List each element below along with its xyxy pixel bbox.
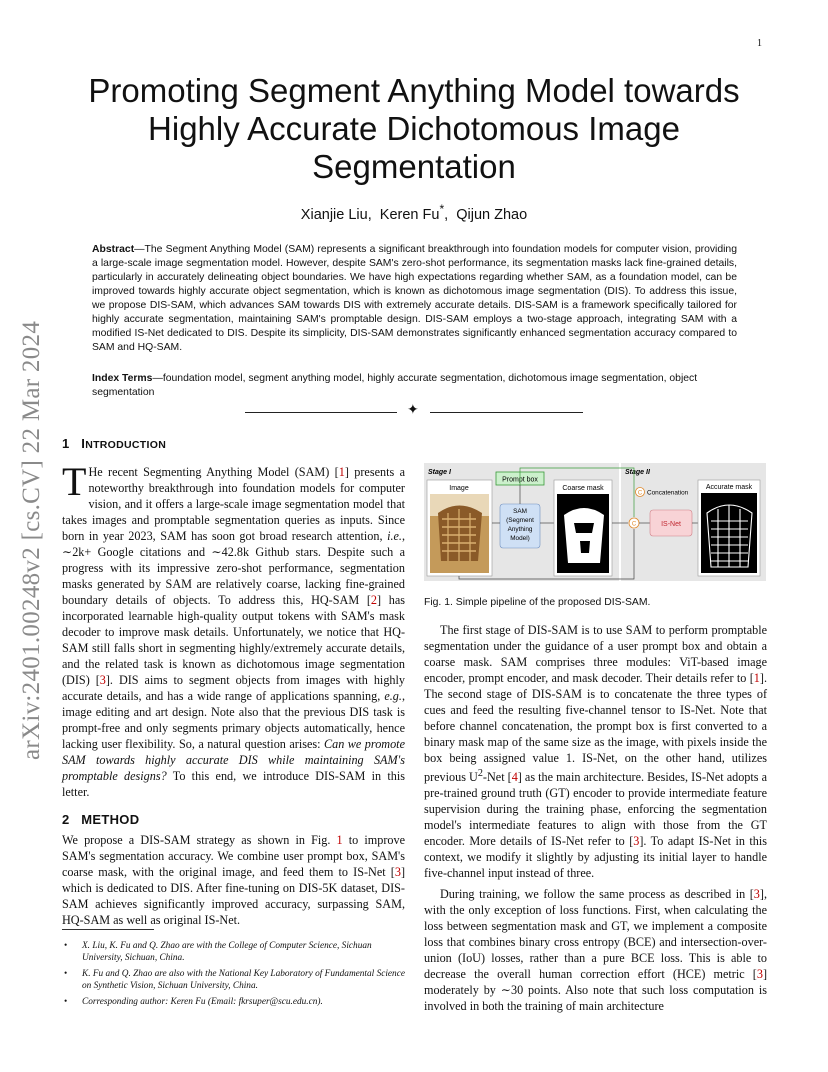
footnote-rule bbox=[62, 929, 154, 930]
intro-paragraph bbox=[62, 459, 406, 800]
concat-node-symbol: C bbox=[631, 521, 637, 528]
method-paragraph bbox=[62, 832, 405, 928]
citation-link[interactable]: 2 bbox=[370, 593, 377, 607]
section-number: 2 bbox=[62, 812, 70, 827]
divider-star-icon: ✦ bbox=[407, 403, 419, 418]
intro-text-4: ] has incorporated learnable high-quality output tokens with SAM's mask decoder to improve mask details. Unfortunately, we notice that HQ-SAM still falls short in segmenting highly/extremely accurate details, and the related task is known as dichotomous image segmentation (DIS) [ bbox=[62, 593, 405, 687]
divider-left bbox=[245, 412, 397, 413]
chair-photo bbox=[430, 494, 489, 573]
footnote-affiliation: • X. Liu, K. Fu and Q. Zhao are with the College of Computer Science, Sichuan University, Sichuan, China. bbox=[62, 940, 405, 964]
stage1-label: Stage I bbox=[428, 469, 451, 476]
stage-text-1: The first stage of DIS-SAM is to use SAM to perform promptable segmentation under the guidance of a user prompt box and obtain a coarse mask. SAM comprises three modules: ViT-based image encoder, prompt encoder, and mask decoder. Their details refer to [ bbox=[424, 623, 767, 685]
index-terms-label: Index Terms bbox=[92, 373, 153, 384]
heading-initial: I bbox=[81, 436, 86, 451]
stage-text-2: ]. The second stage of DIS-SAM is to concatenate the three types of cues and feed the resulting five-channel tensor to IS-Net. Note that before channel concatenation, the prompt box is first converted to a binary mask map of the same size as the image, with pixels inside the box being assigned value 1. IS-Net, on the other hand, utilizes previous U bbox=[424, 671, 767, 785]
citation-link[interactable]: 4 bbox=[511, 770, 518, 785]
citation-link[interactable]: 3 bbox=[756, 967, 763, 981]
abstract-text: —The Segment Anything Model (SAM) represents a significant breakthrough into foundation models for computer vision, providing a large-scale image segmentation model. However, despite SAM's zero-shot performance, its segmentation masks lack fine-grained details, particularly in accurately delineating object boundaries. We have high expectations regarding whether SAM, as a foundation model, can be improved towards highly accurate object segmentation, which is known as dichotomous image segmentation (DIS). To address this issue, we propose DIS-SAM, which advances SAM towards DIS with extremely accurate details. DIS-SAM is a framework specifically tailored for highly accurate segmentation, maintaining SAM's promptable design. DIS-SAM employs a two-stage approach, integrating SAM with a modified IS-Net dedicated to DIS. Despite its simplicity, DIS-SAM demonstrates significantly enhanced segmentation accuracy compared to SAM and HQ-SAM. bbox=[92, 244, 737, 353]
sam-label-4: Model) bbox=[510, 535, 530, 542]
section-heading-method bbox=[62, 812, 139, 827]
authors bbox=[60, 202, 768, 223]
heading-rest: NTRODUCTION bbox=[85, 439, 167, 451]
figure-caption: Fig. 1. Simple pipeline of the proposed DIS-SAM. bbox=[424, 597, 651, 608]
footnote-corresponding: • Corresponding author: Keren Fu (Email: fkrsuper@scu.edu.cn). bbox=[62, 996, 405, 1008]
pipeline-figure bbox=[424, 463, 766, 581]
sam-label-1: SAM bbox=[513, 508, 527, 515]
page-number: 1 bbox=[757, 38, 762, 49]
citation-link[interactable]: 1 bbox=[338, 465, 345, 479]
stage-text-4: ] as the main architecture. Besides, IS-Net adopts a pre-trained ground truth (GT) encoder to provide intermediate feature supervision during the training phase, enforcing the segmentation model's intermediate features to align with those from the GT encoder. More details of IS-Net refer to [ bbox=[424, 770, 767, 849]
arxiv-stamp: arXiv:2401.00248v2 [cs.CV] 22 Mar 2024 bbox=[18, 320, 45, 760]
training-text-1: During training, we follow the same process as described in [ bbox=[440, 887, 754, 901]
abstract bbox=[92, 243, 737, 355]
index-terms-text: —foundation model, segment anything model, highly accurate segmentation, dichotomous image segmentation, object segmentation bbox=[92, 373, 698, 398]
footnote-lab: • K. Fu and Q. Zhao are also with the National Key Laboratory of Fundamental Science on Synthetic Vision, Sichuan University, China. bbox=[62, 968, 405, 992]
method-text-3: ] which is dedicated to DIS. After fine-tuning on DIS-5K dataset, DIS-SAM achieves significantly improved accuracy, surpassing SAM, HQ-SAM as well as original IS-Net. bbox=[62, 865, 405, 927]
section-heading-introduction bbox=[62, 436, 166, 451]
training-text-3: ] moderately by ∼30 points. Also note that such loss computation is involved in both the training of main architecture bbox=[424, 967, 767, 1013]
concat-legend-symbol: C bbox=[637, 490, 643, 497]
stage-text-5: ]. To adapt IS-Net in this context, we modify it slightly by adjusting its initial layer to handle five-channel input instead of three. bbox=[424, 834, 767, 881]
author-separator: , bbox=[444, 206, 449, 223]
prompt-box-label: Prompt box bbox=[502, 476, 538, 484]
intro-text-5: ]. DIS aims to segment objects from images with highly accurate details, and has a wide range of applications spanning, bbox=[62, 673, 405, 703]
intro-text-6: , image editing and art design. Note also that the previous DIS task is prompt-free and only segments primary objects automatically, hence lacking user flexibility. So, a natural question arises: bbox=[62, 689, 405, 751]
footnotes bbox=[62, 940, 405, 1012]
isnet-label: IS-Net bbox=[661, 521, 681, 528]
abstract-label: Abstract bbox=[92, 244, 135, 255]
intro-text-2: ] presents a noteworthy breakthrough into foundation models for computer vision, and it offers a large-scale image segmentation model that takes images and promptable segmentation queries as inputs. Since born in year 2023, SAM has soon got broad research attention, bbox=[62, 465, 406, 543]
page-title: Promoting Segment Anything Model towards Highly Accurate Dichotomous Image Segmentation bbox=[88, 72, 740, 185]
sam-label-2: (Segment bbox=[506, 517, 534, 524]
divider-right bbox=[430, 412, 583, 413]
dropcap: T bbox=[62, 459, 87, 504]
author-liu: Xianjie Liu, bbox=[300, 206, 372, 223]
citation-link[interactable]: 3 bbox=[633, 834, 640, 849]
method-text-2: to improve SAM's segmentation accuracy. We combine user prompt box, SAM's coarse mask, with the original image, and feed them to IS-Net [ bbox=[62, 833, 405, 879]
concat-legend-label: Concatenation bbox=[647, 489, 689, 497]
accurate-mask-label: Accurate mask bbox=[705, 484, 753, 491]
training-text-2: ], with the only exception of loss functions. First, when calculating the loss between segmentation mask and GT, we implement a composite loss that combines binary cross entropy (BCE) and intersection-over-union (IoU) losses, rather than a pure BCE loss. This is able to decrease the overall human correction effort (HCE) metric [ bbox=[424, 887, 767, 981]
intro-text-7: To this end, we introduce DIS-SAM in this letter. bbox=[62, 769, 405, 799]
citation-link[interactable]: 3 bbox=[753, 887, 760, 901]
stage-text-3: -Net [ bbox=[482, 770, 512, 785]
image-label: Image bbox=[449, 485, 469, 492]
stage2-label: Stage II bbox=[625, 469, 650, 476]
superscript-two: 2 bbox=[477, 768, 483, 779]
figure-link[interactable]: 1 bbox=[336, 833, 343, 847]
citation-link[interactable]: 3 bbox=[99, 673, 106, 687]
intro-eg: e.g. bbox=[384, 689, 402, 703]
heading-text: METHOD bbox=[81, 812, 140, 827]
intro-text-3: , ∼2k+ Google citations and ∼42.8k Github stars. Despite such a progress with its impressive zero-shot performance, segmentation masks generated by SAM are relatively coarse, lacking fine-grained boundary details of objects. To address this, HQ-SAM [ bbox=[62, 529, 405, 607]
intro-ie: i.e. bbox=[387, 529, 402, 543]
author-fu: Keren Fu bbox=[379, 206, 440, 223]
coarse-mask-shape bbox=[564, 508, 604, 563]
method-text-1: We propose a DIS-SAM strategy as shown in Fig. bbox=[62, 833, 337, 847]
section-number: 1 bbox=[62, 436, 70, 451]
author-zhao: Qijun Zhao bbox=[456, 206, 528, 223]
index-terms bbox=[92, 372, 737, 400]
sam-label-3: Anything bbox=[507, 526, 533, 533]
coarse-mask-label: Coarse mask bbox=[562, 485, 604, 492]
right-paragraph-1 bbox=[424, 622, 767, 881]
citation-link[interactable]: 3 bbox=[394, 865, 401, 879]
intro-text-1: He recent Segmenting Anything Model (SAM) [ bbox=[88, 465, 339, 479]
corresponding-mark: * bbox=[439, 202, 445, 216]
right-paragraph-2 bbox=[424, 886, 767, 1014]
research-question: Can we promote SAM towards highly accurate DIS while maintaining SAM's promptable designs? bbox=[62, 737, 405, 783]
citation-link[interactable]: 1 bbox=[753, 671, 760, 685]
